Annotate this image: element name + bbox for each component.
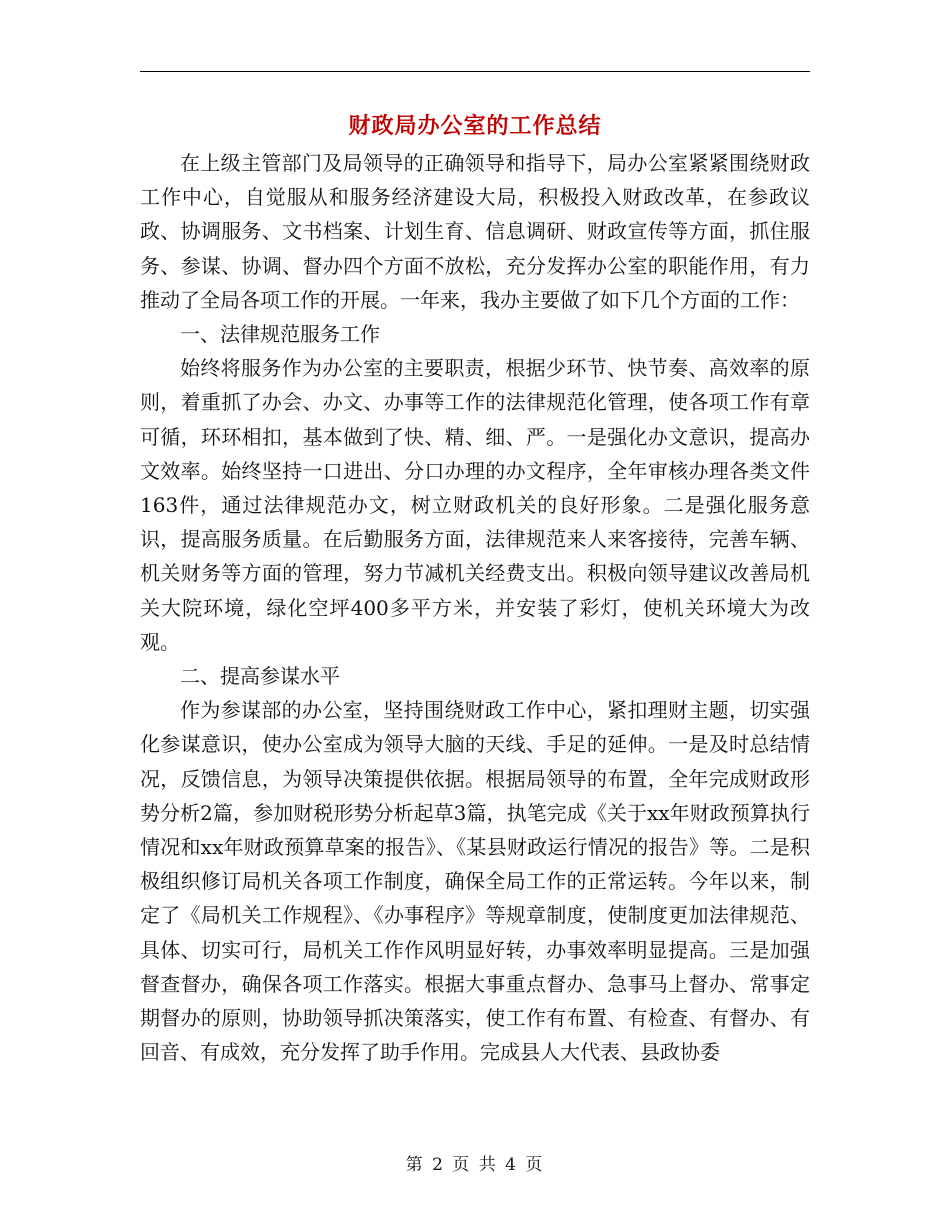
page-number-footer: 第 2 页 共 4 页 (405, 1155, 545, 1175)
document-body (140, 146, 810, 1069)
paragraph-intro: 在上级主管部门及局领导的正确领导和指导下，局办公室紧紧围绕财政工作中心，自觉服从和服务经济建设大局，积极投入财政改革，在参政议政、协调服务、文书档案、计划生育、信息调研、财政宣传等方面，抓住服务、参谋、协调、督办四个方面不放松，充分发挥办公室的职能作用，有力推动了全局各项工作的开展。一年来，我办主要做了如下几个方面的工作： (140, 151, 810, 312)
paragraph-section-2: 作为参谋部的办公室，坚持围绕财政工作中心，紧扣理财主题，切实强化参谋意识，使办公室成为领导大脑的天线、手足的延伸。一是及时总结情况，反馈信息，为领导决策提供依据。根据局领导的布置，全年完成财政形势分析2篇，参加财税形势分析起草3篇，执笔完成《关于xx年财政预算执行情况和xx年财政预算草案的报告》、《某县财政运行情况的报告》等。二是积极组织修订局机关各项工作制度，确保全局工作的正常运转。今年以来，制定了《局机关工作规程》、《办事程序》等规章制度，使制度更加法律规范、具体、切实可行，局机关工作作风明显好转，办事效率明显提高。三是加强督查督办，确保各项工作落实。根据大事重点督办、急事马上督办、常事定期督办的原则，协助领导抓决策落实，使工作有布置、有检查、有督办、有回音、有成效，充分发挥了助手作用。完成县人大代表、县政协委 (140, 698, 810, 1065)
paragraph-section-1: 始终将服务作为办公室的主要职责，根据少环节、快节奏、高效率的原则，着重抓了办会、办文、办事等工作的法律规范化管理，使各项工作有章可循，环环相扣，基本做到了快、精、细、严。一是强化办文意识，提高办文效率。始终坚持一口进出、分口办理的办文程序，全年审核办理各类文件163件，通过法律规范办文，树立财政机关的良好形象。二是强化服务意识，提高服务质量。在后勤服务方面，法律规范来人来客接待，完善车辆、机关财务等方面的管理，努力节减机关经费支出。积极向领导建议改善局机关大院环境，绿化空坪400多平方米，并安装了彩灯，使机关环境大为改观。 (140, 356, 810, 654)
section-heading-2: 二、提高参谋水平 (180, 664, 340, 689)
section-heading-1: 一、法律规范服务工作 (180, 322, 380, 347)
header-rule (140, 71, 810, 72)
document-title: 财政局办公室的工作总结 (348, 113, 602, 139)
